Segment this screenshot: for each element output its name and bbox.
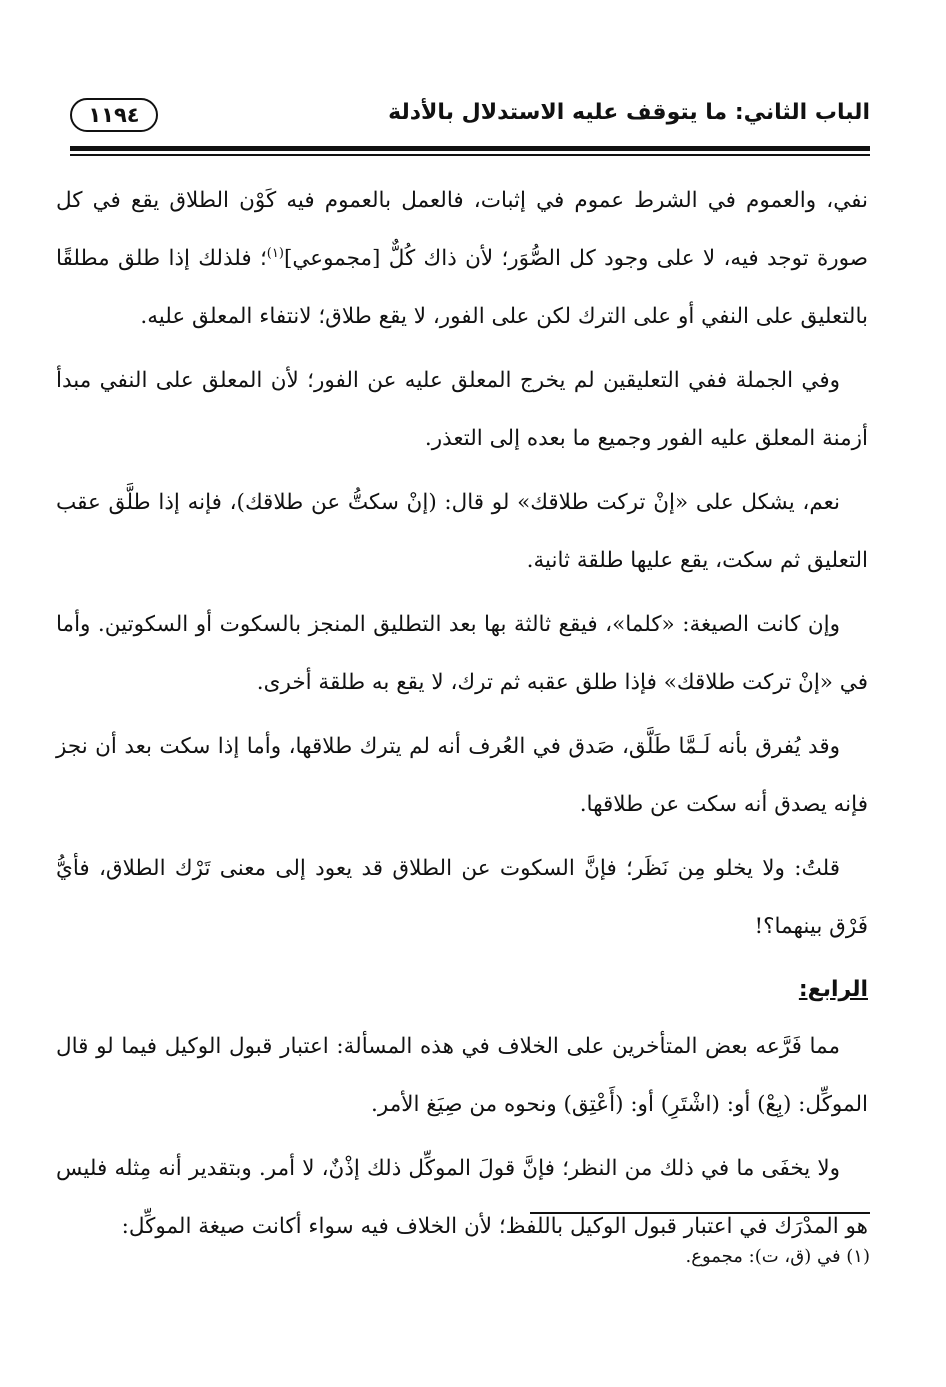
page-number: ١١٩٤ [70,98,158,132]
paragraph: ولا يخفَى ما في ذلك من النظر؛ فإنَّ قولَ الموكِّل ذلك إذْنٌ، لا أمر. وبتقدير أنه مِثله فليس هو المدْرَك في اعتبار قبول الوكيل باللفظ؛ لأن الخلاف فيه سواء أكانت صيغة الموكِّل: [56,1156,868,1239]
section-heading: الرابع: [798,977,868,1002]
page-header [70,98,870,144]
paragraph: وفي الجملة ففي التعليقين لم يخرج المعلق عليه عن الفور؛ لأن المعلق على النفي مبدأ أزمنة المعلق عليه الفور وجميع ما بعده إلى التعذر. [56,368,868,451]
header-rule-thick [70,146,870,151]
footnote-marker: (١) [266,245,284,261]
header-rule-thin [70,154,870,156]
paragraph: نعم، يشكل على «إنْ تركت طلاقك» لو قال: (إنْ سكتُّ عن طلاقك)، فإنه إذا طلَّق عقب التعليق ثم سكت، يقع عليها طلقة ثانية. [56,490,868,573]
paragraph-text: ؛ فلذلك إذا طلق مطلقًا بالتعليق على النفي أو على الترك لكن على الفور، لا يقع طلاق؛ لانتفاء المعلق عليه. [56,246,868,329]
paragraph-text: نفي، والعموم في الشرط عموم في إثبات، فالعمل بالعموم فيه كَوْن الطلاق يقع في كل صورة توجد فيه، لا على وجود كل الصُّوَر؛ لأن ذاك كُلٌّ [مجموعي] [56,188,868,271]
paragraph: وإن كانت الصيغة: «كلما»، فيقع ثالثة بها بعد التطليق المنجز بالسكوت أو السكوتين. وأما في «إنْ تركت طلاقك» فإذا طلق عقبه ثم ترك، لا يقع به طلقة أخرى. [56,612,868,695]
paragraph: قلتُ: ولا يخلو مِن نَظَر؛ فإنَّ السكوت عن الطلاق قد يعود إلى معنى تَرْك الطلاق، فأيُّ فَرْق بينهما؟! [56,856,868,939]
paragraph [56,172,868,346]
paragraph: مما فَرَّعه بعض المتأخرين على الخلاف في هذه المسألة: اعتبار قبول الوكيل فيما لو قال الموكِّل: (بِعْ) أو: (اشْتَرِ) أو: (أَعْتِق) ونحوه من صِيَغ الأمر. [56,1034,868,1117]
main-text [56,172,868,1262]
running-title: الباب الثاني: ما يتوقف عليه الاستدلال بالأدلة [388,100,870,125]
paragraph: وقد يُفرق بأنه لَـمَّا طَلَّق، صَدق في العُرف أنه لم يترك طلاقها، وأما إذا سكت بعد أن نجز فإنه يصدق أنه سكت عن طلاقها. [56,734,868,817]
footnote-separator [530,1212,870,1214]
footnote: (١) في (ق، ت): مجموع. [685,1246,870,1267]
